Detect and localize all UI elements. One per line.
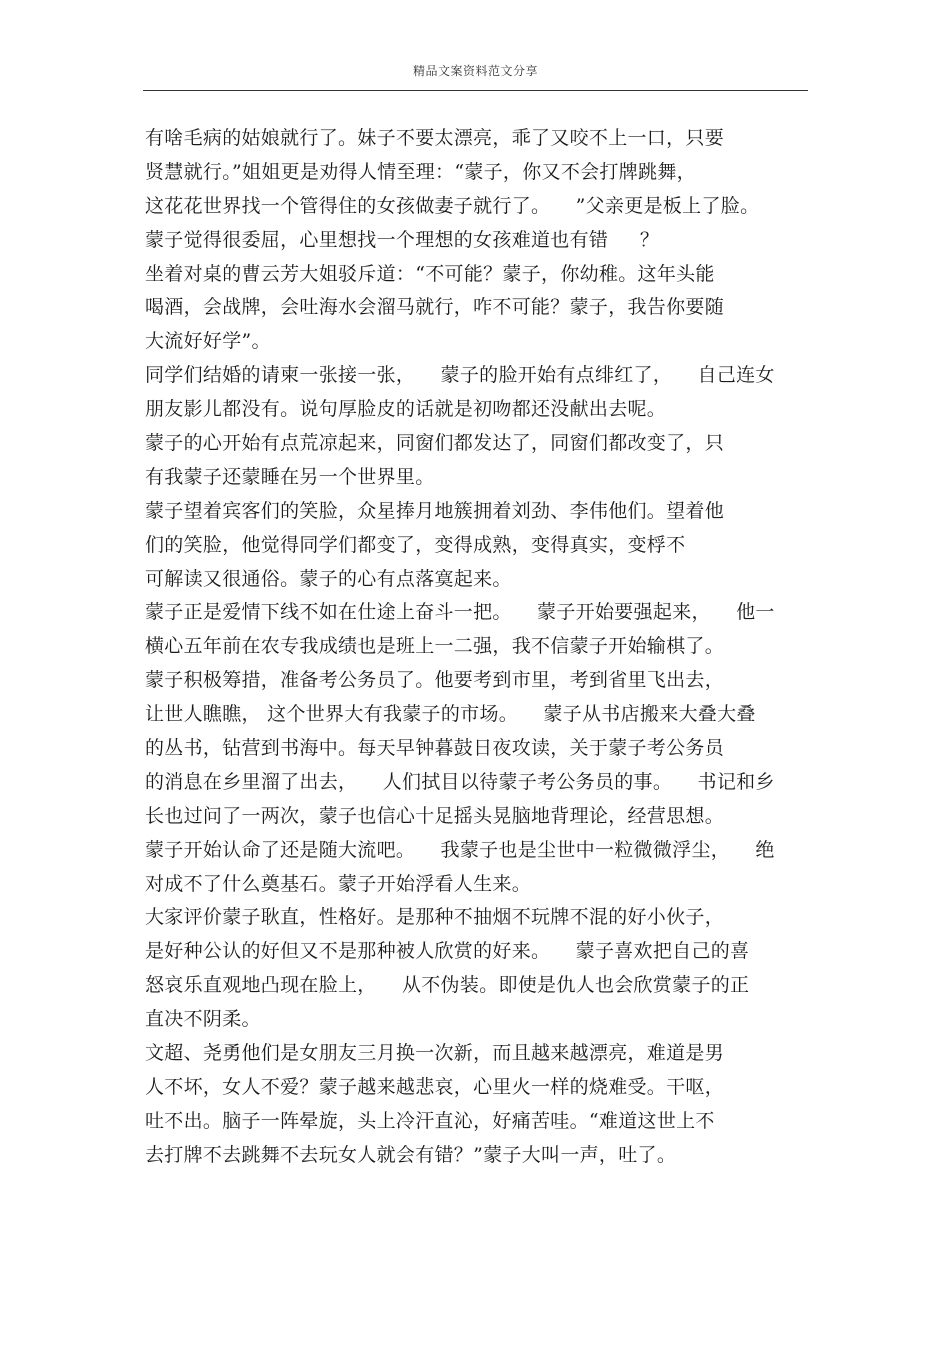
text-line: 有啥毛病的姑娘就行了。妹子不要太漂亮，乖了又咬不上一口，只要 [145, 127, 725, 149]
text-line: 长也过问了一两次，蒙子也信心十足摇头晃脑地背理论，经营思想。 [145, 804, 725, 827]
text-line: 大家评价蒙子耿直，性格好。是那种不抽烟不玩牌不混的好小伙子， [145, 906, 725, 929]
text-line: 对成不了什么奠基石。蒙子开始浮看人生来。 [145, 872, 532, 895]
text-line: 贤慧就行。”姐姐更是劝得人情至理：“蒙子，你又不会打牌跳舞， [145, 160, 696, 183]
text-line: 蒙子正是爱情下线不如在仕途上奋斗一把。 蒙子开始要强起来， 他一 [145, 601, 775, 624]
text-line: 同学们结婚的请柬一张接一张， 蒙子的脸开始有点绯红了， 自己连女 [145, 364, 775, 387]
text-line: 坐着对桌的曹云芳大姐驳斥道：“不可能？蒙子，你幼稚。这年头能 [145, 262, 715, 285]
text-line: 蒙子开始认命了还是随大流吧。 我蒙子也是尘世中一粒微微浮尘， 绝 [145, 838, 775, 861]
text-line: 直决不阴柔。 [145, 1008, 261, 1031]
text-line: 这花花世界找一个管得住的女孩做妻子就行了。 ”父亲更是板上了脸。 [145, 194, 760, 217]
text-line: 的消息在乡里溜了出去， 人们拭目以待蒙子考公务员的事。 书记和乡 [145, 770, 775, 793]
text-line: 让世人瞧瞧， 这个世界大有我蒙子的市场。 蒙子从书店搬来大叠大叠 [145, 703, 756, 726]
text-line: 蒙子积极筹措，准备考公务员了。他要考到市里，考到省里飞出去， [145, 669, 725, 692]
text-line: 喝酒，会战牌，会吐海水会溜马就行，咋不可能？蒙子，我告你要随 [145, 296, 725, 319]
text-line: 去打牌不去跳舞不去玩女人就会有错？”蒙子大叫一声，吐了。 [145, 1143, 677, 1166]
text-line: 文超、尧勇他们是女朋友三月换一次新，而且越来越漂亮，难道是男 [145, 1042, 725, 1065]
text-line: 人不坏，女人不爱？蒙子越来越悲哀，心里火一样的烧难受。干呕， [145, 1075, 725, 1098]
text-line: 朋友影儿都没有。说句厚脸皮的话就是初吻都还没献出去呢。 [145, 398, 667, 421]
page-header: 精品文案资料范文分享 [412, 64, 538, 78]
text-line: 蒙子的心开始有点荒凉起来，同窗们都发达了，同窗们都改变了，只 [145, 432, 725, 455]
text-line: 们的笑脸，他觉得同学们都变了，变得成熟，变得真实，变桴不 [145, 533, 686, 556]
text-line: 蒙子望着宾客们的笑脸，众星捧月地簇拥着刘劲、李伟他们。望着他 [145, 499, 725, 522]
text-line: 可解读又很通俗。蒙子的心有点落寞起来。 [145, 567, 512, 590]
text-line: 是好种公认的好但又不是那种被人欣赏的好来。 蒙子喜欢把自己的喜 [145, 940, 750, 963]
text-line: 蒙子觉得很委屈，心里想找一个理想的女孩难道也有错 ？ [145, 228, 660, 251]
text-line: 吐不出。脑子一阵晕旋，头上冷汗直沁，好痛苦哇。“难道这世上不 [145, 1109, 715, 1132]
document-body [145, 122, 825, 1173]
text-line: 有我蒙子还蒙睡在另一个世界里。 [145, 465, 435, 488]
text-line: 大流好好学”。 [145, 330, 271, 353]
header-divider [143, 90, 808, 91]
text-line: 横心五年前在农专我成绩也是班上一二强，我不信蒙子开始输棋了。 [145, 635, 725, 658]
text-line: 怒哀乐直观地凸现在脸上， 从不伪装。即使是仇人也会欣赏蒙子的正 [145, 974, 750, 997]
text-line: 的丛书，钻营到书海中。每天早钟暮鼓日夜攻读，关于蒙子考公务员 [145, 737, 725, 760]
